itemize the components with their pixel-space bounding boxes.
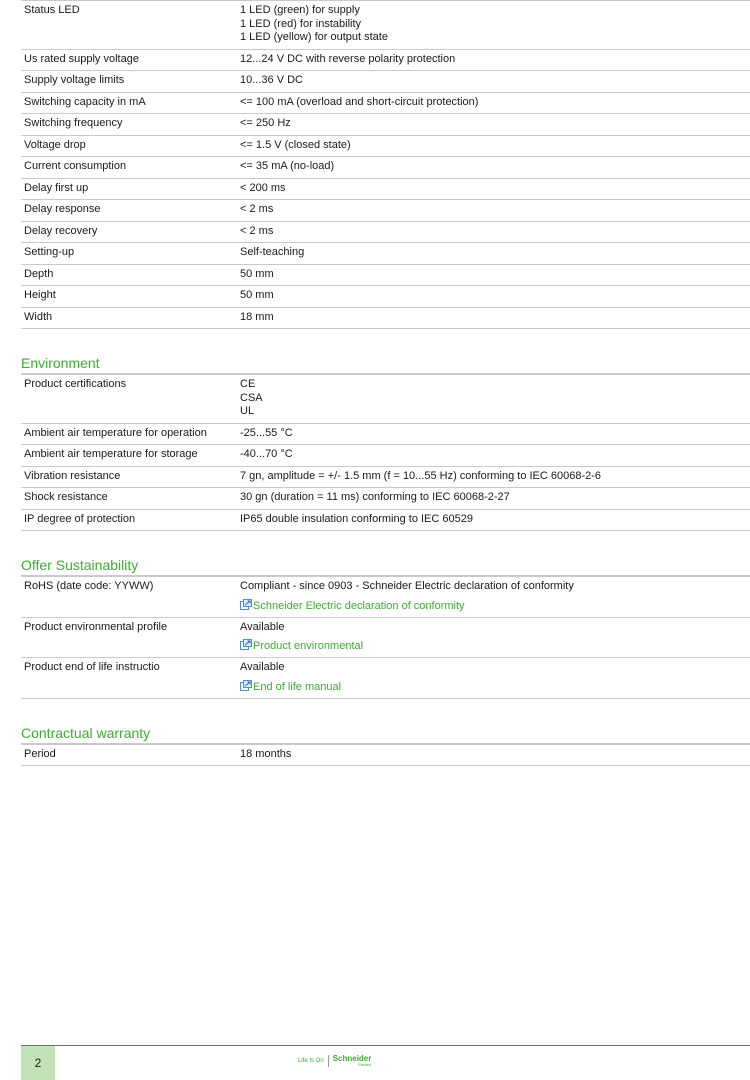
spec-value-line: < 2 ms <box>240 224 274 237</box>
spec-row <box>21 286 750 308</box>
spec-label: Ambient air temperature for operation <box>21 423 237 445</box>
document-link[interactable] <box>240 599 750 613</box>
spec-row <box>21 135 750 157</box>
spec-value <box>237 157 750 179</box>
spec-value <box>237 243 750 265</box>
spec-row <box>21 488 750 510</box>
spec-value-line: < 2 ms <box>240 203 274 215</box>
spec-row <box>21 577 750 618</box>
brand-logo <box>298 1054 371 1068</box>
spec-value-line: <= 1.5 V (closed state) <box>240 138 351 151</box>
spec-value-line: 50 mm <box>240 267 274 280</box>
spec-value <box>237 375 750 424</box>
spec-row <box>21 466 750 488</box>
spec-row <box>21 157 750 179</box>
spec-label: Width <box>21 307 237 329</box>
spec-value-line: 10...36 V DC <box>240 74 303 86</box>
spec-table-environment <box>21 374 750 531</box>
spec-value <box>237 423 750 445</box>
spec-value <box>237 617 750 658</box>
spec-label: Delay first up <box>21 178 237 200</box>
section-warranty <box>21 725 750 767</box>
document-link[interactable] <box>240 639 750 653</box>
spec-value-line: IP65 double insulation conforming to IEC 60529 <box>240 512 473 525</box>
spec-row <box>21 658 750 699</box>
spec-row <box>21 92 750 114</box>
spec-value <box>237 264 750 286</box>
spec-value-line: 12...24 V DC with reverse polarity protection <box>240 52 456 65</box>
spec-value-line: 30 gn (duration = 11 ms) conforming to IEC 60068-2-27 <box>240 491 510 503</box>
spec-label: Period <box>21 744 237 766</box>
brand-sub: Electric <box>358 1062 372 1067</box>
spec-value-line: UL <box>240 405 255 417</box>
spec-value <box>237 744 750 766</box>
spec-value <box>237 466 750 488</box>
spec-value <box>237 307 750 329</box>
spec-label: Voltage drop <box>21 135 237 157</box>
brand-tagline: Life Is On <box>298 1055 329 1067</box>
spec-value <box>237 178 750 200</box>
section-title-warranty: Contractual warranty <box>21 725 750 744</box>
spec-value-line: 7 gn, amplitude = +/- 1.5 mm (f = 10...55 Hz) conforming to IEC 60068-2-6 <box>240 469 602 482</box>
spec-row <box>21 178 750 200</box>
spec-value <box>237 286 750 308</box>
spec-value <box>237 114 750 136</box>
spec-label: Switching frequency <box>21 114 237 136</box>
spec-row <box>21 744 750 766</box>
spec-row <box>21 221 750 243</box>
spec-value-text: Compliant - since 0903 - Schneider Electric declaration of conformity <box>240 580 574 592</box>
spec-value-line: 1 LED (yellow) for output state <box>240 31 388 43</box>
spec-value-line: 18 mm <box>240 310 274 323</box>
document-link-label: Product environmental <box>253 640 364 652</box>
page-number: 2 <box>21 1046 55 1080</box>
datasheet-page <box>21 0 750 766</box>
spec-label: Height <box>21 286 237 308</box>
spec-label: RoHS (date code: YYWW) <box>21 577 237 618</box>
spec-label: Product certifications <box>21 375 237 424</box>
spec-value <box>237 200 750 222</box>
spec-row <box>21 71 750 93</box>
document-link[interactable] <box>240 680 750 694</box>
spec-value <box>237 71 750 93</box>
spec-row <box>21 264 750 286</box>
spec-row <box>21 1 750 50</box>
spec-value <box>237 92 750 114</box>
spec-label: IP degree of protection <box>21 509 237 531</box>
spec-label: Shock resistance <box>21 488 237 510</box>
footer-divider <box>21 1045 750 1046</box>
spec-value <box>237 1 750 50</box>
spec-label: Us rated supply voltage <box>21 49 237 71</box>
spec-value-text: Available <box>240 620 285 633</box>
spec-value <box>237 49 750 71</box>
spec-value <box>237 509 750 531</box>
spec-value-line: <= 100 mA (overload and short-circuit protection) <box>240 95 479 108</box>
spec-value-line: 1 LED (green) for supply <box>240 4 360 16</box>
spec-value-line: 1 LED (red) for instability <box>240 17 362 30</box>
spec-value-line: Self-teaching <box>240 246 305 258</box>
spec-row <box>21 307 750 329</box>
spec-row <box>21 509 750 531</box>
spec-value-line: 50 mm <box>240 289 274 301</box>
section-title-sustainability: Offer Sustainability <box>21 557 750 576</box>
spec-label: Delay response <box>21 200 237 222</box>
spec-label: Setting-up <box>21 243 237 265</box>
spec-value-line: <= 250 Hz <box>240 117 291 129</box>
spec-label: Depth <box>21 264 237 286</box>
spec-label: Ambient air temperature for storage <box>21 445 237 467</box>
spec-label: Delay recovery <box>21 221 237 243</box>
spec-label: Supply voltage limits <box>21 71 237 93</box>
external-link-icon <box>240 639 252 650</box>
spec-value <box>237 445 750 467</box>
section-environment <box>21 355 750 531</box>
spec-value-line: < 200 ms <box>240 181 286 194</box>
spec-value-text: Available <box>240 661 285 673</box>
spec-label: Status LED <box>21 1 237 50</box>
spec-label: Vibration resistance <box>21 466 237 488</box>
spec-value <box>237 577 750 618</box>
spec-value-line: 18 months <box>240 747 292 760</box>
spec-value <box>237 221 750 243</box>
spec-value-line: -25...55 °C <box>240 426 293 439</box>
spec-row <box>21 243 750 265</box>
spec-row <box>21 200 750 222</box>
spec-value-line: CE <box>240 378 256 390</box>
document-link-label: End of life manual <box>253 680 342 693</box>
spec-row <box>21 49 750 71</box>
spec-row <box>21 617 750 658</box>
spec-table-warranty <box>21 744 750 767</box>
spec-row <box>21 423 750 445</box>
brand-name: Schneider <box>332 1054 372 1063</box>
section-title-environment: Environment <box>21 355 750 374</box>
spec-label: Product environmental profile <box>21 617 237 658</box>
spec-value <box>237 488 750 510</box>
spec-row <box>21 375 750 424</box>
spec-label: Switching capacity in mA <box>21 92 237 114</box>
schneider-logo <box>329 1055 372 1067</box>
external-link-icon <box>240 599 252 610</box>
spec-row <box>21 445 750 467</box>
spec-value-line: CSA <box>240 391 263 404</box>
section-sustainability <box>21 557 750 699</box>
spec-table-sustainability <box>21 576 750 699</box>
document-link-label: Schneider Electric declaration of conformity <box>253 599 465 612</box>
spec-label: Current consumption <box>21 157 237 179</box>
spec-value <box>237 135 750 157</box>
spec-value <box>237 658 750 699</box>
spec-row <box>21 114 750 136</box>
external-link-icon <box>240 680 252 691</box>
spec-value-line: <= 35 mA (no-load) <box>240 160 335 172</box>
spec-label: Product end of life instructio <box>21 658 237 699</box>
spec-table-main <box>21 0 750 329</box>
spec-value-line: -40...70 °C <box>240 448 293 460</box>
